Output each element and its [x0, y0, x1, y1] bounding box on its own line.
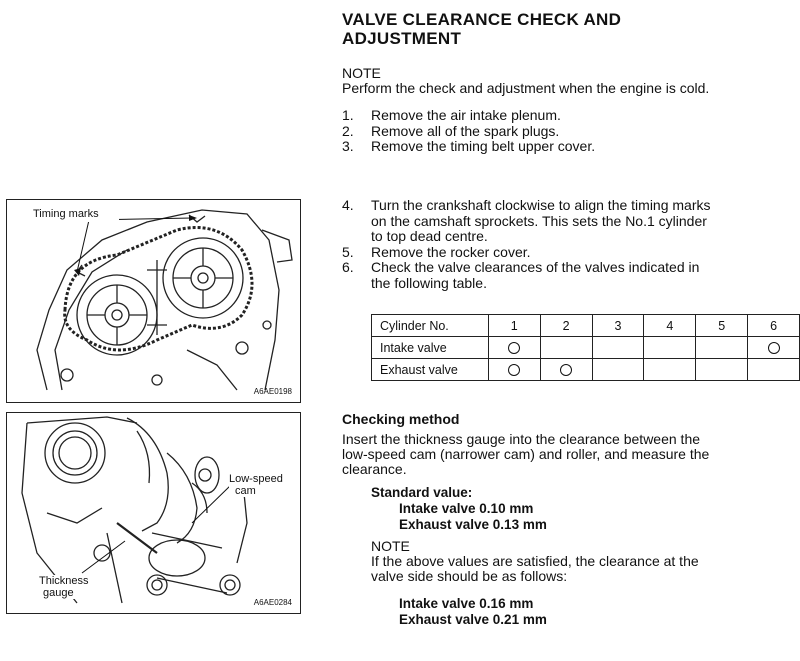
table-row-label: Exhaust valve [372, 359, 489, 381]
table-row [372, 359, 800, 381]
figure-id: A6AE0284 [253, 598, 292, 607]
standard-value-label: Standard value: [371, 485, 473, 500]
step-item: 4. Turn the crankshaft clockwise to align the timing marks on the camshaft sprockets. This sets the No.1 cylinder to top dead centre. [342, 197, 711, 244]
table-cell [748, 359, 800, 381]
step-item: 1. Remove the air intake plenum. [342, 107, 561, 123]
table-header-row [372, 315, 800, 337]
timing-belt-illustration [7, 200, 300, 402]
table-row [372, 337, 800, 359]
note-1-text: Perform the check and adjustment when the engine is cold. [342, 80, 710, 96]
table-cell [696, 359, 748, 381]
step-item: 6. Check the valve clearances of the valves indicated in the following table. [342, 259, 700, 291]
table-cell [488, 337, 540, 359]
table-cell [540, 359, 592, 381]
page-title [342, 10, 621, 48]
checking-text: Insert the thickness gauge into the clearance between the low-speed cam (narrower cam) and roller, and measure the clearance. [342, 431, 710, 477]
valve-table [371, 314, 800, 381]
steps-list-a [342, 108, 792, 155]
table-row-label: Intake valve [372, 337, 489, 359]
check-circle-icon [508, 364, 520, 376]
step-item: 2. Remove all of the spark plugs. [342, 122, 560, 139]
title-line-1: VALVE CLEARANCE CHECK AND [342, 10, 622, 29]
table-header-cell: 1 [488, 315, 540, 337]
table-cell [592, 337, 644, 359]
valve-side-intake: Intake valve 0.16 mm [399, 596, 534, 611]
standard-exhaust: Exhaust valve 0.13 mm [399, 517, 547, 532]
checking-heading: Checking method [342, 411, 460, 427]
note-1-label: NOTE [342, 65, 381, 81]
table-cell [540, 337, 592, 359]
table-header-cell: 6 [748, 315, 800, 337]
table-cell [644, 359, 696, 381]
note-1 [342, 66, 709, 96]
standard-intake: Intake valve 0.10 mm [399, 501, 534, 516]
low-speed-cam-label: Low-speed cam [229, 473, 283, 497]
table-header-cell: 5 [696, 315, 748, 337]
thickness-gauge-label: Thickness gauge [39, 575, 89, 599]
note-2: NOTE If the above values are satisfied, the clearance at the valve side should be as follows: [371, 538, 699, 584]
check-circle-icon [768, 342, 780, 354]
step-item: 5. Remove the rocker cover. [342, 243, 531, 260]
table-header-label: Cylinder No. [372, 315, 489, 337]
valve-side-exhaust: Exhaust valve 0.21 mm [399, 612, 547, 627]
check-circle-icon [560, 364, 572, 376]
steps-list-b [342, 198, 794, 291]
timing-marks-label: Timing marks [33, 208, 99, 220]
table-cell [488, 359, 540, 381]
table-header-cell: 3 [592, 315, 644, 337]
step-item: 3. Remove the timing belt upper cover. [342, 138, 596, 154]
figure-timing-marks [6, 199, 301, 403]
check-circle-icon [508, 342, 520, 354]
checking-method-section [342, 410, 794, 628]
table-header-cell: 2 [540, 315, 592, 337]
figure-thickness-gauge [6, 412, 301, 614]
figure-id: A6AE0198 [253, 387, 292, 396]
table-header-cell: 4 [644, 315, 696, 337]
table-cell [748, 337, 800, 359]
table-cell [696, 337, 748, 359]
table-cell [644, 337, 696, 359]
table-cell [592, 359, 644, 381]
title-line-2: ADJUSTMENT [342, 29, 462, 48]
